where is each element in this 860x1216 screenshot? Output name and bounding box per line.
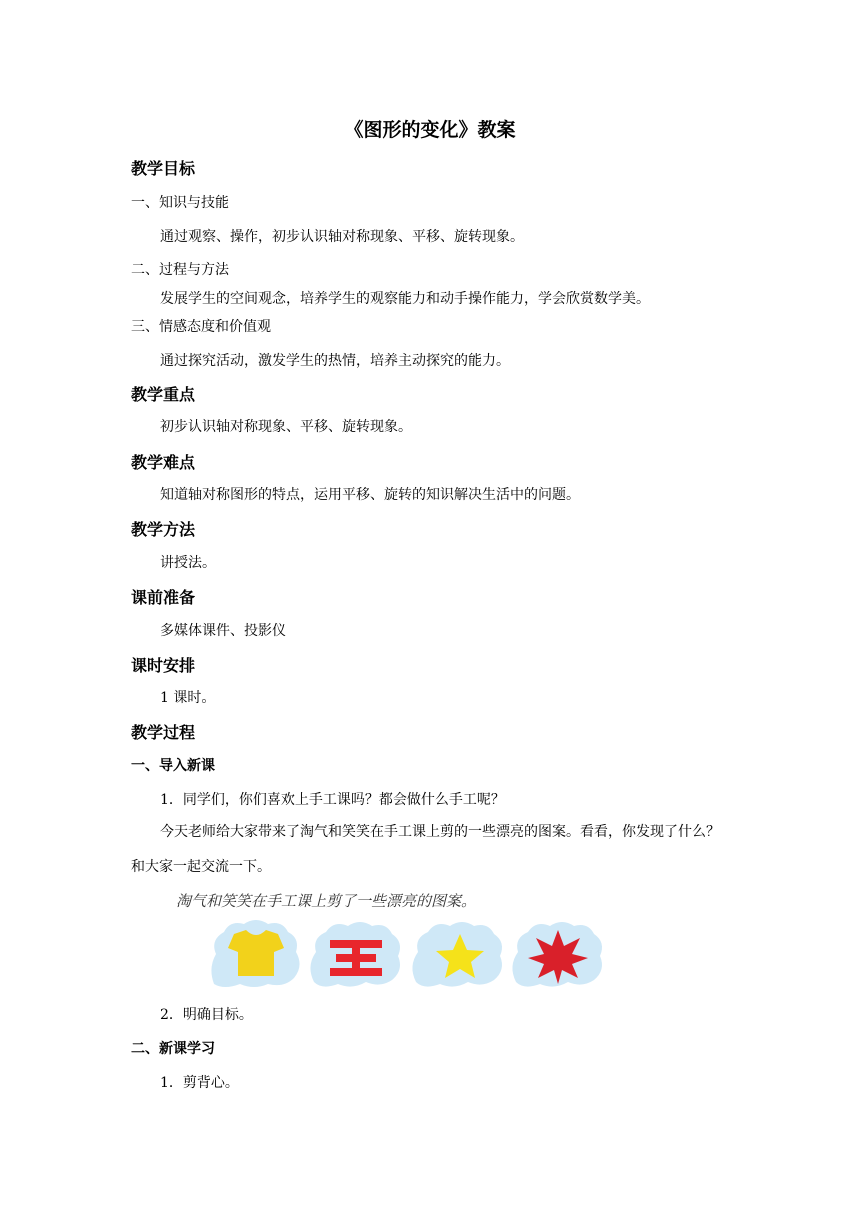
cloud-star-group <box>412 922 502 987</box>
process-part2-line1: 1．剪背心。 <box>160 1075 239 1091</box>
methods-text: 讲授法。 <box>160 555 216 571</box>
patterns-figure <box>170 886 606 990</box>
objective-1-label: 一、知识与技能 <box>131 195 229 211</box>
process-part1-line2: 2．明确目标。 <box>160 1007 253 1023</box>
heading-process: 教学过程 <box>131 723 196 742</box>
heading-difficulties: 教学难点 <box>131 453 196 472</box>
objective-2-label: 二、过程与方法 <box>131 262 229 278</box>
heading-methods: 教学方法 <box>131 520 196 539</box>
page-title: 《图形的变化》教案 <box>344 119 516 141</box>
preparation-text: 多媒体课件、投影仪 <box>160 623 286 639</box>
heading-objectives: 教学目标 <box>131 159 196 178</box>
difficulties-text: 知道轴对称图形的特点，运用平移、旋转的知识解决生活中的问题。 <box>160 487 580 503</box>
heading-key-points: 教学重点 <box>131 385 196 404</box>
schedule-text: 1 课时。 <box>160 690 216 706</box>
cloud-wang-group <box>310 922 400 987</box>
objective-1-text: 通过观察、操作，初步认识轴对称现象、平移、旋转现象。 <box>160 229 524 245</box>
patterns-illustration <box>170 886 606 990</box>
wang-pattern-icon <box>330 940 382 976</box>
heading-schedule: 课时安排 <box>131 656 196 675</box>
objective-2-text: 发展学生的空间观念，培养学生的观察能力和动手操作能力，学会欣赏数学美。 <box>160 291 650 307</box>
objective-3-label: 三、情感态度和价值观 <box>131 319 271 335</box>
cloud-leaf-group <box>512 922 602 987</box>
process-part2-heading: 二、新课学习 <box>131 1041 215 1057</box>
heading-preparation: 课前准备 <box>131 588 196 607</box>
key-points-text: 初步认识轴对称现象、平移、旋转现象。 <box>160 419 412 435</box>
process-part1-heading: 一、导入新课 <box>131 758 215 774</box>
objective-3-text: 通过探究活动，激发学生的热情，培养主动探究的能力。 <box>160 353 510 369</box>
cloud-vest-group <box>211 920 299 987</box>
figure-caption: 淘气和笑笑在手工课上剪了一些漂亮的图案。 <box>176 892 477 910</box>
process-part1-paragraph: 今天老师给大家带来了淘气和笑笑在手工课上剪的一些漂亮的图案。看看，你发现了什么？和大家一起交流一下。 <box>131 824 720 875</box>
process-part1-line1: 1．同学们，你们喜欢上手工课吗？都会做什么手工呢？ <box>160 792 505 808</box>
